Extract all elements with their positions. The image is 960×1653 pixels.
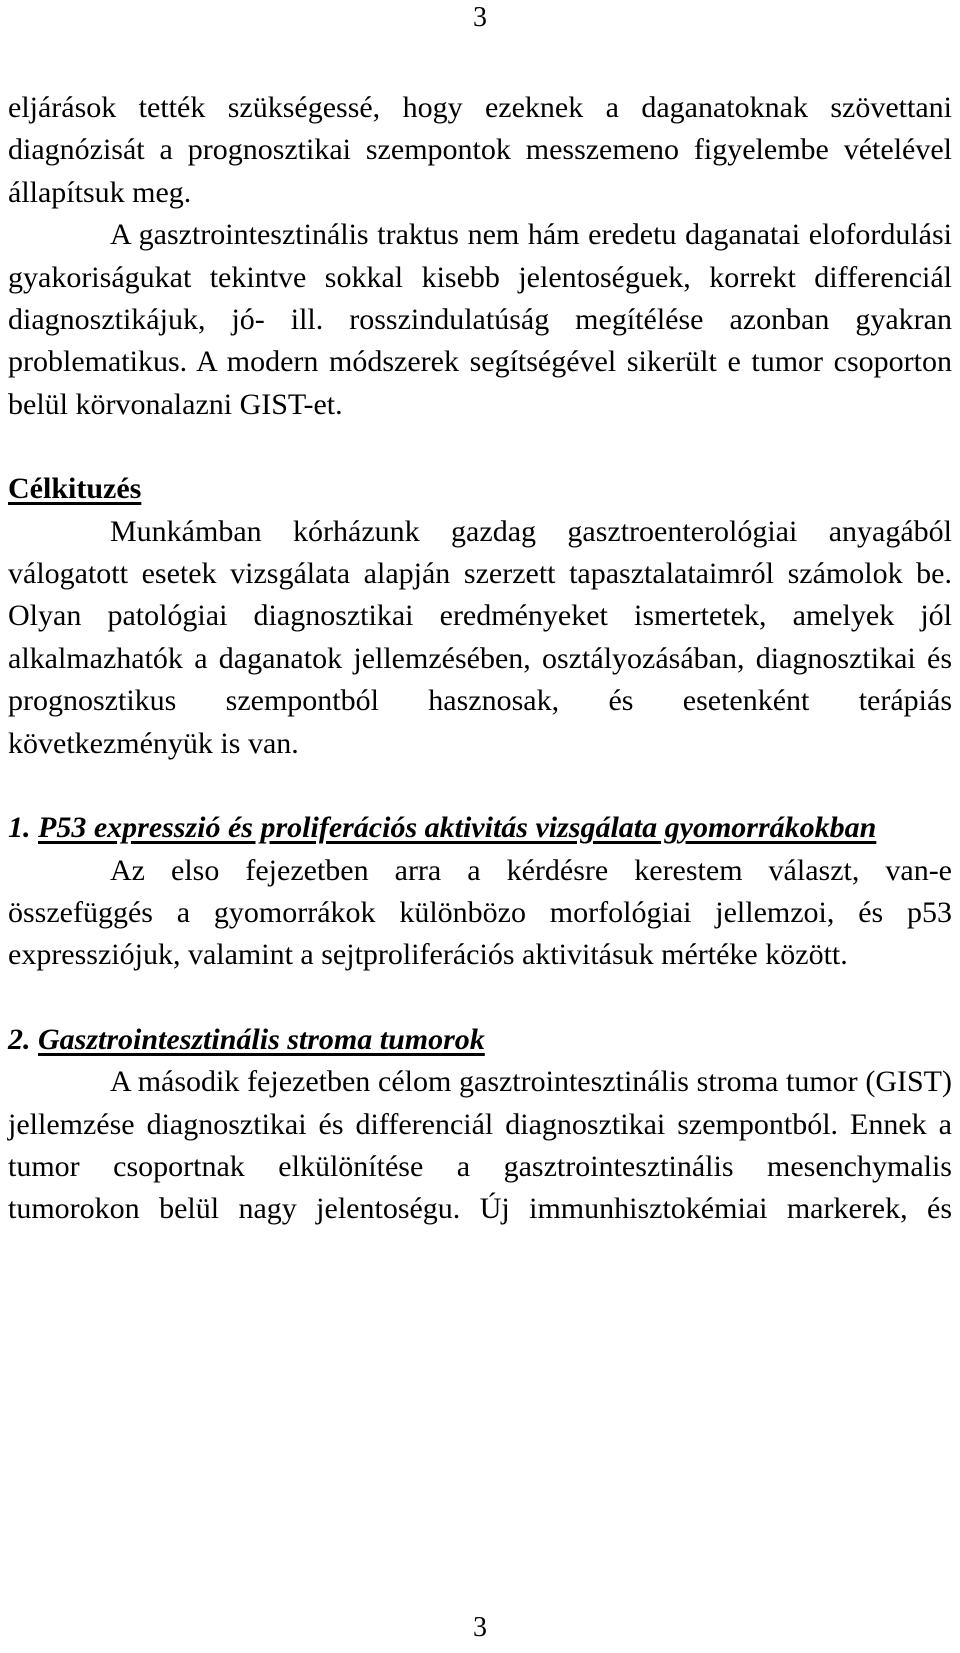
spacer	[8, 765, 952, 807]
spacer	[8, 977, 952, 1019]
section1-number: 1.	[8, 811, 31, 845]
document-body	[8, 87, 952, 1231]
intro-paragraph-1: eljárások tették szükségessé, hogy ezeknek a daganatoknak szövettani diagnózisát a prognosztikai szempontok messzemeno figyelembe vételével állapítsuk meg.	[8, 91, 952, 209]
spacer	[8, 426, 952, 468]
aims-heading-line	[8, 468, 952, 510]
aims-heading: Célkituzés	[8, 472, 142, 506]
page-number-top: 3	[473, 2, 487, 33]
section2-heading: Gasztrointesztinális stroma tumorok	[38, 1022, 485, 1056]
section2-heading-line	[8, 1019, 952, 1061]
intro-paragraph-2: A gasztrointesztinális traktus nem hám eredetu daganatai elofordulási gyakoriságukat tekintve sokkal kisebb jelentoséguek, korrekt differenciál diagnosztikájuk, jó- ill. rosszindulatúság megítélése azonban gyakran problematikus. A modern módszerek segítségével sikerült e tumor csoporton belül körvonalazni GIST-et.	[8, 218, 952, 421]
section1-heading: P53 expresszió és proliferációs aktivitás vizsgálata gyomorrákokban	[38, 811, 877, 845]
section2-paragraph: A második fejezetben célom gasztrointesztinális stroma tumor (GIST) jellemzése diagnosztikai és differenciál diagnosztikai szempontból. Ennek a tumor csoportnak elkülönítése a gasztrointesztinális mesenchymalis tumorokon belül nagy jelentoségu. Új immunhisztokémiai markerek, és	[8, 1065, 952, 1226]
section2-number: 2.	[8, 1022, 31, 1056]
aims-paragraph: Munkámban kórházunk gazdag gasztroenterológiai anyagából válogatott esetek vizsgálata alapján szerzett tapasztalataimról számolok be. Olyan patológiai diagnosztikai eredményeket ismertetek, amelyek jól alkalmazhatók a daganatok jellemzésében, osztályozásában, diagnosztikai és prognosztikus szempontból hasznosak, és esetenként terápiás következményük is van.	[8, 514, 952, 760]
section1-paragraph: Az elso fejezetben arra a kérdésre kerestem választ, van-e összefüggés a gyomorrákok különbözo morfológiai jellemzoi, és p53 expressziójuk, valamint a sejtproliferációs aktivitásuk mértéke között.	[8, 853, 952, 972]
page-number-bottom: 3	[473, 1612, 487, 1643]
section1-heading-line	[8, 807, 952, 849]
